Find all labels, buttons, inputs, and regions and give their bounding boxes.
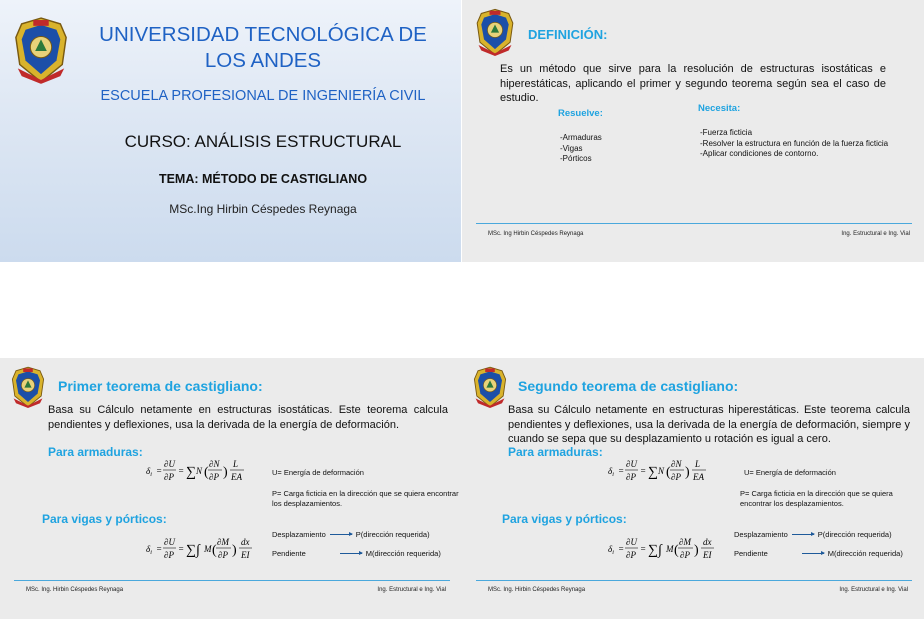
university-crest-icon [10,366,46,408]
desplazamiento-label: Desplazamiento [272,530,326,539]
first-theorem-slide [0,358,462,619]
svg-text:∂U: ∂U [626,459,637,469]
svg-text:∂M: ∂M [679,537,691,547]
svg-text:∑∫: ∑∫ [648,543,662,558]
slide-title: Segundo teorema de castigliano: [518,378,739,394]
desplazamiento-row [272,530,430,539]
svg-text:∂N: ∂N [671,459,682,469]
pendiente-row [272,549,441,558]
footer-rule [476,223,912,224]
svg-text:(: ( [212,543,217,558]
svg-text:=: = [618,466,625,476]
footer-rule [476,580,912,581]
footer-department: Ing. Estructural e Ing. Vial [377,587,446,593]
svg-text:∑: ∑ [648,465,658,480]
svg-text:∂P: ∂P [671,472,681,482]
svg-text:=: = [640,544,647,554]
svg-text:EI: EI [241,550,250,560]
svg-text:∂P: ∂P [626,550,636,560]
footer-rule [14,580,450,581]
footer-author: MSc. Ing. Hirbin Céspedes Reynaga [488,587,586,593]
resuelve-list [560,133,602,165]
topic-name: TEMA: MÉTODO DE CASTIGLIANO [158,172,368,186]
note-u: U= Energía de deformación [744,468,836,477]
svg-text:∂P: ∂P [626,472,636,482]
note-p: P= Carga ficticia en la dirección que se quiera encontrar los desplazamientos. [740,489,893,508]
svg-text:δi: $\delta_i$ [608,544,614,556]
svg-text:δi: $\delta_i$ [608,466,614,478]
svg-text:∂N: ∂N [209,459,220,469]
svg-text:EI: EI [703,550,712,560]
svg-text:EA: EA [231,472,242,482]
svg-text:=: = [178,466,185,476]
svg-text:∂P: ∂P [680,550,690,560]
pendiente-row [734,549,903,558]
right-arrow-icon [340,553,362,554]
svg-text:∑: ∑ [186,465,196,480]
svg-text:N: N [196,466,203,476]
pendiente-result: M(dirección requerida) [827,549,903,558]
course-name: CURSO: ANÁLISIS ESTRUCTURAL [124,132,402,151]
necesita-label: Necesita: [698,103,741,114]
svg-text:=: = [640,466,647,476]
armaduras-label: Para armaduras: [48,445,143,459]
slide-title: Primer teorema de castigliano: [58,378,263,394]
list-item: -Vigas [560,143,583,153]
desplazamiento-result: P(dirección requerida) [355,530,430,539]
theorem-description: Basa su Cálculo netamente en estructuras isostáticas. Este teorema calcula pendientes y deflexiones, usa la derivada de la energía de deformación. [48,404,448,431]
university-crest-icon [472,366,508,408]
svg-text:L: L [695,459,701,469]
footer-author: MSc. Ing. Hirbin Céspedes Reynaga [26,587,124,593]
author-name: MSc.Ing Hirbin Céspedes Reynaga [169,202,357,216]
svg-text:δi: $\delta_i$ [146,544,152,556]
vigas-label: Para vigas y pórticos: [42,512,167,526]
right-arrow-icon [330,534,352,535]
svg-text:∂U: ∂U [164,537,175,547]
pendiente-label: Pendiente [272,549,306,558]
pendiente-result: M(dirección requerida) [365,549,441,558]
desplazamiento-row [734,530,892,539]
footer-author: MSc. Ing Hirbin Céspedes Reynaga [488,231,584,237]
footer-department: Ing. Estructural e Ing. Vial [839,587,908,593]
note-u: U= Energía de deformación [272,468,364,477]
svg-text:∂P: ∂P [164,472,174,482]
svg-text:∂U: ∂U [626,537,637,547]
svg-text:M: M [204,544,212,554]
list-item: -Armaduras [560,133,602,142]
svg-text:dx: dx [241,537,250,547]
desplazamiento-result: P(dirección requerida) [817,530,892,539]
svg-text:=: = [178,544,185,554]
necesita-list [700,128,892,160]
resuelve-label: Resuelve: [558,108,603,119]
svg-text:(: ( [204,465,209,480]
formula-armaduras [146,456,254,486]
formula-vigas [146,534,258,564]
note-p: P= Carga ficticia en la dirección que se quiera encontrar los desplazamientos. [272,489,459,508]
desplazamiento-label: Desplazamiento [734,530,788,539]
svg-text:M: M [666,544,674,554]
slide-title: DEFINICIÓN: [528,27,608,42]
definition-slide [462,0,924,262]
svg-text:(: ( [674,543,679,558]
svg-text:=: = [618,544,625,554]
svg-text:): ) [223,465,228,480]
pendiente-label: Pendiente [734,549,768,558]
svg-text:δi: $\delta_i$ [146,466,152,478]
footer-department: Ing. Estructural e Ing. Vial [841,231,910,237]
svg-text:(: ( [666,465,671,480]
second-theorem-slide [462,358,924,619]
svg-text:∑∫: ∑∫ [186,543,200,558]
university-name: UNIVERSIDAD TECNOLÓGICA DE LOS ANDES [99,23,427,72]
formula-armaduras [608,456,716,486]
right-arrow-icon [792,534,814,535]
list-item: -Aplicar condiciones de contorno. [700,149,819,158]
list-item: -Pórticos [560,154,592,163]
svg-text:dx: dx [703,537,712,547]
svg-text:): ) [232,543,237,558]
svg-text:=: = [156,466,163,476]
svg-text:L: L [233,459,239,469]
definition-text: Es un método que sirve para la resolución de estructuras isostáticas e hiperestáticas, aplicando el primer y segundo teorema según sea el caso de estudio. [500,63,886,104]
list-item: -Fuerza ficticia [700,128,753,137]
university-crest-icon [12,14,70,86]
svg-text:N: N [658,466,665,476]
university-crest-icon [474,8,516,56]
school-name: ESCUELA PROFESIONAL DE INGENIERÍA CIVIL [100,88,426,104]
svg-text:∂P: ∂P [209,472,219,482]
svg-text:): ) [694,543,699,558]
armaduras-label: Para armaduras: [508,445,603,459]
title-slide [0,0,461,262]
svg-text:∂U: ∂U [164,459,175,469]
vigas-label: Para vigas y pórticos: [502,512,627,526]
list-item: -Resolver la estructura en función de la fuerza ficticia [700,138,889,148]
svg-text:EA: EA [693,472,704,482]
svg-text:=: = [156,544,163,554]
svg-text:∂P: ∂P [164,550,174,560]
svg-text:∂M: ∂M [217,537,229,547]
svg-text:): ) [685,465,690,480]
right-arrow-icon [802,553,824,554]
formula-vigas [608,534,720,564]
svg-text:∂P: ∂P [218,550,228,560]
theorem-description: Basa su Cálculo netamente en estructuras hiperestáticas. Este teorema calcula pendientes y deflexiones, usa la derivada de la energía de deformación, siempre y cuando se sepa que su desplazamiento u rotación es igual a cero. [508,404,910,445]
